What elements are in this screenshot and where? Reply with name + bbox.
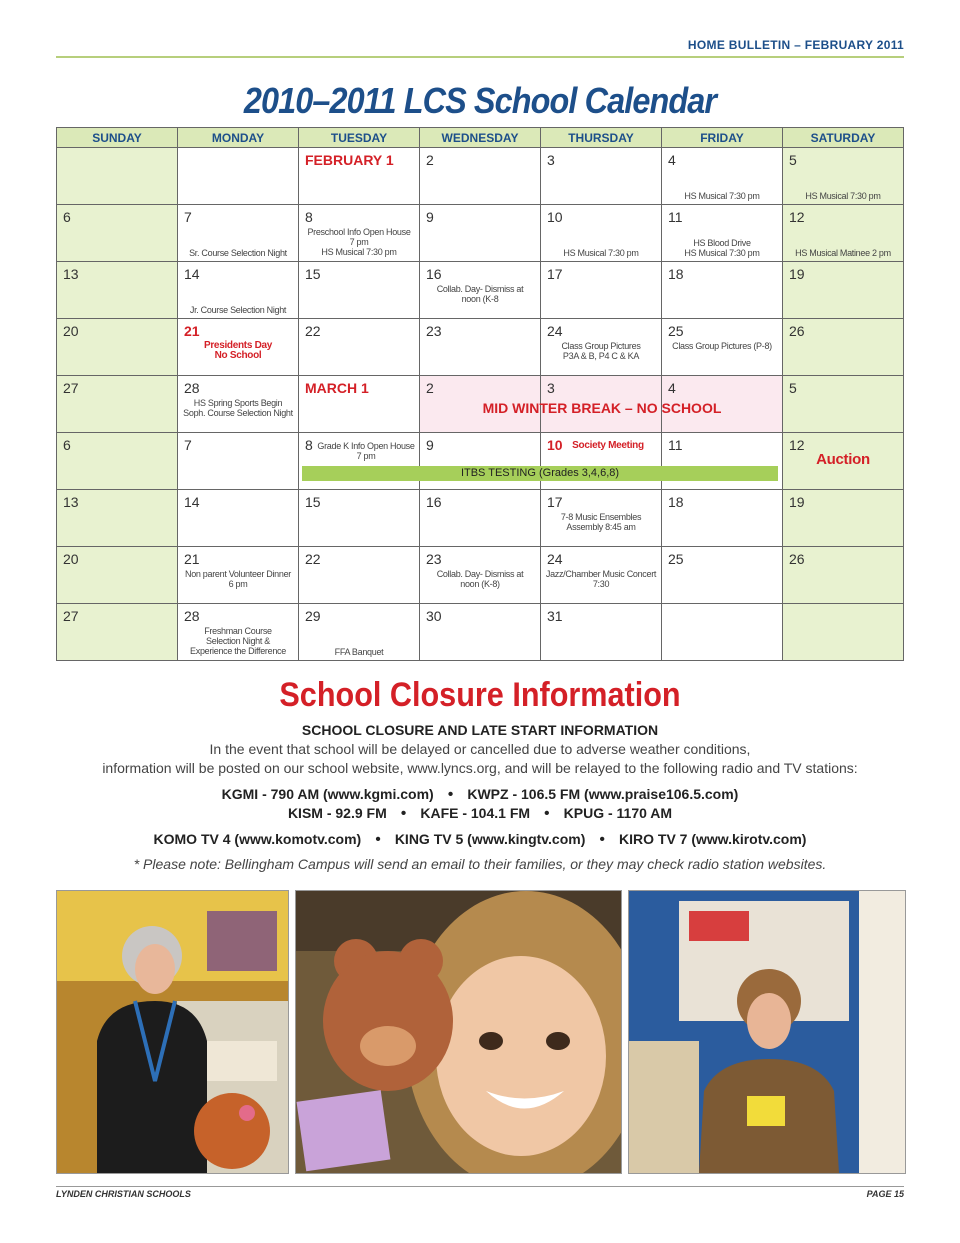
day-number: 24 <box>547 551 563 567</box>
calendar-event: Class Group Pictures (P-8) <box>672 341 772 351</box>
itbs-testing-bar: ITBS TESTING (Grades 3,4,6,8) <box>302 466 778 481</box>
calendar-day-cell <box>420 547 541 604</box>
day-number: 12 <box>789 209 805 225</box>
station-komo: KOMO TV 4 (www.komotv.com) <box>153 831 362 847</box>
calendar-day-cell <box>178 262 299 319</box>
day-header-sunday: SUNDAY <box>57 128 178 148</box>
footer-rule <box>56 1186 904 1187</box>
calendar-day-cell <box>541 547 662 604</box>
day-number: 22 <box>305 551 321 567</box>
calendar-event: HS Blood Drive HS Musical 7:30 pm <box>684 238 760 258</box>
day-number: 11 <box>668 209 683 225</box>
bullet-separator: • <box>599 831 605 848</box>
day-number: 8 <box>305 209 313 225</box>
bullet-separator: • <box>375 831 381 848</box>
calendar-event: Sr. Course Selection Night <box>189 248 287 258</box>
calendar-week-row <box>57 547 904 604</box>
closure-line-1: In the event that school will be delayed or cancelled due to adverse weather conditions, <box>209 741 751 757</box>
calendar-event: Preschool Info Open House 7 pm HS Musical 7:30 pm <box>307 227 411 257</box>
calendar-day-cell <box>783 205 904 262</box>
calendar-week-row <box>57 262 904 319</box>
calendar-day-cell <box>420 604 541 661</box>
day-number: 2 <box>426 380 434 396</box>
day-number: 18 <box>668 494 684 510</box>
day-number: 30 <box>426 608 442 624</box>
calendar-day-cell <box>178 319 299 376</box>
day-number: 22 <box>305 323 321 339</box>
day-number: 27 <box>63 380 79 396</box>
calendar-day-cell <box>57 148 178 205</box>
day-number: 28 <box>184 380 200 396</box>
closure-note: * Please note: Bellingham Campus will send an email to their families, or they may check radio station websites. <box>133 856 827 872</box>
calendar-event: 7-8 Music Ensembles Assembly 8:45 am <box>560 512 642 532</box>
calendar-day-cell <box>541 148 662 205</box>
calendar-day-cell <box>299 547 420 604</box>
calendar-day-cell <box>420 319 541 376</box>
station-king: KING TV 5 (www.kingtv.com) <box>394 831 586 847</box>
calendar-title: 2010–2011 LCS School Calendar <box>243 80 717 121</box>
calendar-day-cell <box>662 547 783 604</box>
calendar-week-row <box>57 604 904 661</box>
calendar-day-cell <box>178 547 299 604</box>
calendar-day-cell <box>299 490 420 547</box>
footer-school-name: LYNDEN CHRISTIAN SCHOOLS <box>56 1189 191 1199</box>
calendar-day-cell <box>783 547 904 604</box>
day-number: 14 <box>184 494 200 510</box>
day-number: 15 <box>305 266 321 282</box>
calendar-day-cell <box>57 319 178 376</box>
calendar-day-cell <box>662 148 783 205</box>
day-number: 21 <box>184 551 200 567</box>
day-number: 20 <box>63 551 79 567</box>
calendar-event: Class Group Pictures P3A & B, P4 C & KA <box>561 341 641 361</box>
calendar-event: HS Musical 7:30 pm <box>684 191 760 201</box>
day-number: 9 <box>426 209 434 225</box>
day-number: 8 <box>305 437 313 453</box>
day-number: 10 <box>547 437 563 453</box>
day-number: 17 <box>547 494 563 510</box>
day-number: 23 <box>426 323 442 339</box>
calendar-event: Freshman Course Selection Night & Experience the Difference <box>190 626 286 656</box>
day-header-friday: FRIDAY <box>662 128 783 148</box>
calendar-day-cell <box>420 490 541 547</box>
calendar-event: Jazz/Chamber Music Concert 7:30 <box>545 569 657 589</box>
day-number: 20 <box>63 323 79 339</box>
station-kism: KISM - 92.9 FM <box>287 805 387 821</box>
calendar-day-cell <box>57 433 178 490</box>
day-number: 13 <box>63 266 79 282</box>
calendar-day-cell <box>541 205 662 262</box>
calendar-day-cell <box>783 433 904 490</box>
calendar-event: Presidents Day No School <box>203 340 273 361</box>
day-number: 31 <box>547 608 563 624</box>
day-header-saturday: SATURDAY <box>783 128 904 148</box>
day-number: MARCH 1 <box>305 380 369 396</box>
day-header-wednesday: WEDNESDAY <box>420 128 541 148</box>
calendar-day-cell <box>783 604 904 661</box>
bullet-separator: • <box>447 786 454 803</box>
day-header-monday: MONDAY <box>178 128 299 148</box>
calendar-day-cell <box>541 262 662 319</box>
calendar-day-cell <box>299 262 420 319</box>
calendar-day-cell <box>783 490 904 547</box>
day-number: 21 <box>184 323 200 339</box>
day-number: 23 <box>426 551 442 567</box>
calendar-day-cell <box>299 148 420 205</box>
calendar-day-cell <box>57 547 178 604</box>
photo-teacher-with-card <box>628 890 906 1174</box>
bullet-separator: • <box>400 805 407 822</box>
calendar-day-cell <box>662 490 783 547</box>
day-number: 3 <box>547 380 555 396</box>
day-number: 13 <box>63 494 79 510</box>
calendar-table <box>56 127 904 661</box>
calendar-day-cell <box>783 319 904 376</box>
day-number: 29 <box>305 608 321 624</box>
calendar-day-cell <box>662 205 783 262</box>
day-number: 12 <box>789 437 805 453</box>
station-kiro: KIRO TV 7 (www.kirotv.com) <box>619 831 807 847</box>
day-number: 4 <box>668 380 676 396</box>
day-number: 19 <box>789 494 805 510</box>
day-number: 4 <box>668 152 676 168</box>
day-header-tuesday: TUESDAY <box>299 128 420 148</box>
calendar-day-cell <box>299 376 420 433</box>
calendar-day-cell <box>662 262 783 319</box>
day-number: 16 <box>426 266 442 282</box>
closure-subtitle: SCHOOL CLOSURE AND LATE START INFORMATION <box>301 722 659 738</box>
day-number: 9 <box>426 437 434 453</box>
station-row-2 <box>0 805 960 823</box>
day-number: 2 <box>426 152 434 168</box>
calendar-day-cell <box>178 604 299 661</box>
day-number: FEBRUARY 1 <box>305 152 394 168</box>
day-number: 26 <box>789 323 805 339</box>
calendar-day-cell <box>541 490 662 547</box>
calendar-event: Grade K Info Open House 7 pm <box>317 441 415 461</box>
calendar-week-row <box>57 148 904 205</box>
calendar-day-cell <box>420 205 541 262</box>
calendar-day-cell <box>783 148 904 205</box>
day-number: 19 <box>789 266 805 282</box>
calendar-day-cell <box>178 376 299 433</box>
calendar-day-cell <box>299 205 420 262</box>
calendar-day-cell <box>57 604 178 661</box>
station-row-3 <box>0 831 960 849</box>
day-number: 25 <box>668 551 684 567</box>
calendar-event: Society Meeting <box>572 440 644 451</box>
day-number: 11 <box>668 437 683 453</box>
calendar-day-cell <box>57 376 178 433</box>
calendar-event: FFA Banquet <box>334 647 384 657</box>
calendar-day-cell <box>178 490 299 547</box>
calendar-event: Collab. Day- Dismiss at noon (K-8) <box>436 569 524 589</box>
station-kpug: KPUG - 1170 AM <box>563 805 673 821</box>
day-number: 18 <box>668 266 684 282</box>
day-number: 6 <box>63 437 71 453</box>
day-header-thursday: THURSDAY <box>541 128 662 148</box>
calendar-day-cell <box>57 490 178 547</box>
day-number: 27 <box>63 608 79 624</box>
calendar-day-cell <box>783 376 904 433</box>
calendar-week-row <box>57 205 904 262</box>
footer-page-number: PAGE 15 <box>866 1189 904 1199</box>
station-row-1 <box>0 786 960 804</box>
day-number: 24 <box>547 323 563 339</box>
calendar-day-cell <box>178 205 299 262</box>
calendar-day-cell <box>541 604 662 661</box>
calendar-event: HS Musical Matinee 2 pm <box>795 248 891 258</box>
calendar-event: HS Musical 7:30 pm <box>563 248 639 258</box>
bulletin-header: HOME BULLETIN – FEBRUARY 2011 <box>687 38 904 52</box>
station-kafe: KAFE - 104.1 FM <box>420 805 531 821</box>
calendar-event: Auction <box>816 451 870 468</box>
photo-child-with-bear <box>295 890 622 1174</box>
calendar-week-row <box>57 490 904 547</box>
calendar-day-cell <box>420 148 541 205</box>
day-number: 25 <box>668 323 684 339</box>
station-kgmi: KGMI - 790 AM (www.kgmi.com) <box>221 786 434 802</box>
calendar-day-cell <box>662 604 783 661</box>
day-number: 7 <box>184 437 192 453</box>
calendar-day-cell <box>420 262 541 319</box>
photo-teacher <box>56 890 289 1174</box>
day-number: 7 <box>184 209 192 225</box>
day-header-row <box>57 128 904 148</box>
day-number: 5 <box>789 380 797 396</box>
calendar-event: Jr. Course Selection Night <box>189 305 287 315</box>
calendar-week-row <box>57 319 904 376</box>
calendar-day-cell <box>178 148 299 205</box>
closure-title: School Closure Information <box>279 676 681 714</box>
day-number: 6 <box>63 209 71 225</box>
day-number: 28 <box>184 608 200 624</box>
calendar-event: HS Musical 7:30 pm <box>805 191 881 201</box>
calendar-day-cell <box>299 604 420 661</box>
calendar-day-cell <box>299 319 420 376</box>
calendar-day-cell <box>783 262 904 319</box>
day-number: 17 <box>547 266 563 282</box>
day-number: 14 <box>184 266 200 282</box>
calendar-event: HS Spring Sports Begin Soph. Course Selection Night <box>183 398 293 418</box>
calendar-day-cell <box>57 205 178 262</box>
day-number: 10 <box>547 209 563 225</box>
station-kwpz: KWPZ - 106.5 FM (www.praise106.5.com) <box>467 786 739 802</box>
day-number: 15 <box>305 494 321 510</box>
header-rule <box>56 56 904 58</box>
day-number: 3 <box>547 152 555 168</box>
calendar-event: Collab. Day- Dismiss at noon (K-8 <box>436 284 524 304</box>
calendar-event: Non parent Volunteer Dinner 6 pm <box>185 569 291 589</box>
day-number: 16 <box>426 494 442 510</box>
mid-winter-break-label: MID WINTER BREAK – NO SCHOOL <box>482 400 722 416</box>
calendar-day-cell <box>541 319 662 376</box>
calendar-day-cell <box>662 319 783 376</box>
day-number: 26 <box>789 551 805 567</box>
closure-line-2: information will be posted on our school website, www.lyncs.org, and will be relayed to the following radio and TV stations: <box>102 760 858 776</box>
calendar-day-cell <box>57 262 178 319</box>
bullet-separator: • <box>544 805 550 822</box>
day-number: 5 <box>789 152 797 168</box>
calendar-day-cell <box>178 433 299 490</box>
